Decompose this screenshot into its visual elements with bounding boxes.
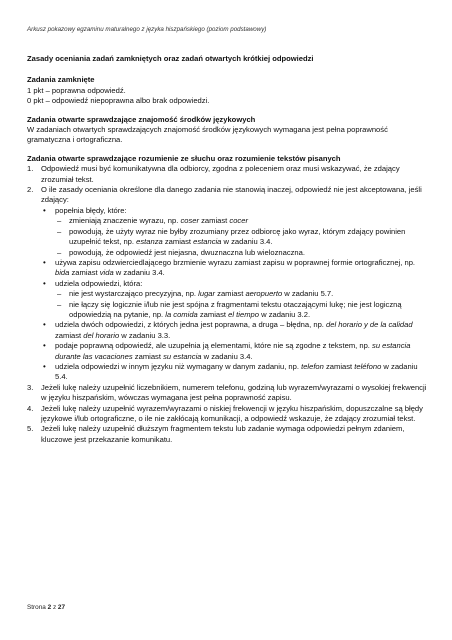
bullet-text	[55, 258, 427, 279]
list-number: 1.	[27, 164, 34, 174]
text-run: zmieniają znaczenie wyrazu, np.	[69, 216, 181, 226]
dash-text: powodują, że odpowiedź jest niejasna, dwuznaczna lub wieloznaczna.	[69, 247, 305, 257]
list-number: 2.	[27, 185, 34, 195]
list-text: Jeżeli lukę należy uzupełnić dłuższym fragmentem tekstu lub zadanie wymaga odpowiedzi pełnym zdaniem, kluczowe jest przekazanie komunikatu.	[41, 424, 405, 444]
bullet-text	[55, 341, 427, 362]
section-closed	[27, 75, 427, 106]
list-item	[27, 424, 427, 445]
dash-icon: –	[57, 289, 62, 299]
text-run: zamiast	[323, 361, 355, 371]
bullet-item	[43, 341, 427, 362]
text-run: w zadaniu 3.4.	[113, 268, 165, 278]
text-run: w zadaniu 3.2.	[258, 309, 311, 319]
text-run: udziela dwóch odpowiedzi, z których jedna jest poprawna, a druga – błędna, np.	[55, 320, 327, 330]
bullet-body	[55, 206, 427, 258]
text-run: nie łączy się logicznie i/lub nie jest spójna z fragmentami tekstu otaczającymi lukę; nie jest logiczną odpowiedzią na pytanie, np.	[69, 299, 402, 319]
bullet-text: popełnia błędy, które:	[55, 205, 127, 215]
section-heading: Zadania otwarte sprawdzające znajomość środków językowych	[27, 114, 256, 124]
text-run: zamiast	[197, 309, 229, 319]
footer-text: Strona	[27, 604, 48, 611]
dash-text	[69, 216, 427, 226]
text-run: używa zapisu odzwierciedlającego brzmienie wyrazu zamiast zapisu w poprawnej formie ortograficznej, np.	[55, 257, 416, 267]
list-text: Jeżeli lukę należy uzupełnić liczebnikiem, numerem telefonu, godziną lub wyrazem/wyrazami o wysokiej frekwencji w języku hiszpańskim, wówczas wymagana jest pełna poprawność zapisu.	[41, 382, 427, 403]
example-word: estancia	[193, 237, 222, 247]
bullet-text	[55, 362, 427, 383]
page-total: 27	[57, 604, 66, 611]
list-item	[27, 404, 427, 425]
dash-item	[57, 289, 427, 299]
text-run: w zadaniu 5.4.	[55, 361, 418, 382]
example-word: la comida	[165, 309, 198, 319]
example-word: vida	[99, 268, 114, 278]
text-run: zamiast	[55, 330, 84, 340]
page-header: Arkusz pokazowy egzaminu maturalnego z języka hiszpańskiego (poziom podstawowy)	[27, 26, 267, 33]
dash-item	[57, 300, 427, 321]
text-run: powodują, że użyty wyraz nie byłby zrozumiany przez odbiorcę jako wyraz, którym zdający powinien uzupełnić tekst, np.	[69, 226, 406, 247]
text-run: w zadaniu 3.4.	[221, 237, 273, 247]
list-number: 4.	[27, 403, 34, 413]
list-text: O ile zasady oceniania określone dla danego zadania nie stanowią inaczej, odpowiedź nie jest akceptowana, jeśli zdający:	[41, 185, 422, 205]
page-number: 2	[47, 604, 52, 611]
list-text: Jeżeli lukę należy uzupełnić wyrazem/wyrazami o niskiej frekwencji w języku hiszpańskim, dopuszczalne są błędy językowe i/lub ortograficzne, o ile nie zakłócają komunikacji, a odpowiedź wskazuje, że zdający zrozumiał tekst.	[41, 403, 423, 423]
example-word: estanza	[136, 237, 163, 247]
bullet-icon: •	[43, 341, 46, 351]
text-run: podaje poprawną odpowiedź, ale uzupełnia ją elementami, które nie są zgodne z tekstem, np.	[55, 341, 373, 351]
section-open-comprehension	[27, 154, 427, 445]
dash-text	[69, 300, 427, 321]
text-run: w zadaniu 3.3.	[119, 330, 171, 340]
bullet-body	[55, 279, 427, 321]
bullet-text: udziela odpowiedzi, która:	[55, 278, 143, 288]
example-word: su estancia	[163, 351, 202, 361]
list-item	[27, 383, 427, 404]
section-heading: Zadania otwarte sprawdzające rozumienie ze słuchu oraz rozumienie tekstów pisanych	[27, 153, 341, 163]
example-word: telefon	[301, 361, 324, 371]
page-content	[27, 54, 427, 445]
document-title: Zasady oceniania zadań zamkniętych oraz zadań otwartych krótkiej odpowiedzi	[27, 54, 314, 63]
text-run: zamiast	[199, 216, 230, 226]
text-run: zamiast	[69, 268, 100, 278]
text-run: w zadaniu 5.7.	[282, 289, 334, 299]
text-run: nie jest wystarczająco precyzyjna, np.	[69, 289, 199, 299]
page-footer	[27, 604, 65, 611]
example-word: del horario	[83, 330, 120, 340]
example-word: teléfono	[354, 361, 382, 371]
dash-text	[69, 227, 427, 248]
example-word: el tiempo	[228, 309, 259, 319]
bullet-item	[43, 320, 427, 341]
example-word: su estancia durante las vacaciones	[55, 341, 411, 361]
dash-icon: –	[57, 299, 62, 309]
section-open-language	[27, 115, 427, 146]
paragraph: W zadaniach otwartych sprawdzających znajomość środków językowych wymagana jest pełna poprawność gramatyczna i ortograficzna.	[27, 125, 388, 145]
bullet-icon: •	[43, 205, 46, 215]
text-run: zamiast	[132, 351, 164, 361]
example-word: aeropuerto	[245, 289, 283, 299]
list-text: Odpowiedź musi być komunikatywna dla odbiorcy, zgodna z poleceniem oraz musi wskazywać, że zdający zrozumiał tekst.	[41, 164, 400, 184]
section-heading: Zadania zamknięte	[27, 75, 95, 85]
bullet-item	[43, 279, 427, 321]
dash-icon: –	[57, 247, 62, 257]
list-item	[27, 185, 427, 383]
text-run: zamiast	[162, 237, 194, 247]
bullet-item	[43, 258, 427, 279]
bullet-item	[43, 206, 427, 258]
dash-icon: –	[57, 216, 62, 226]
dash-icon: –	[57, 226, 62, 236]
bullet-item	[43, 362, 427, 383]
bullet-icon: •	[43, 278, 46, 288]
bullet-icon: •	[43, 257, 46, 267]
text-line: 1 pkt – poprawna odpowiedź.	[27, 85, 126, 95]
text-run: w zadaniu 3.4.	[201, 351, 253, 361]
list-item	[27, 164, 427, 185]
example-word: lugar	[198, 289, 216, 299]
list-number: 5.	[27, 424, 34, 434]
dash-item	[57, 248, 427, 258]
dash-item	[57, 216, 427, 226]
example-word: bida	[55, 268, 70, 278]
bullet-icon: •	[43, 361, 46, 371]
example-word: del horario y de la calidad	[326, 320, 413, 330]
list-number: 3.	[27, 382, 34, 392]
text-run: zamiast	[215, 289, 246, 299]
example-word: cocer	[229, 216, 248, 226]
footer-text: z	[51, 604, 58, 611]
dash-text	[69, 289, 427, 299]
example-word: coser	[180, 216, 200, 226]
bullet-icon: •	[43, 320, 46, 330]
text-run: udziela odpowiedzi w innym języku niż wymagany w danym zadaniu, np.	[55, 361, 302, 371]
bullet-text	[55, 320, 427, 341]
dash-item	[57, 227, 427, 248]
list-body	[41, 185, 427, 383]
text-line: 0 pkt – odpowiedź niepoprawna albo brak odpowiedzi.	[27, 96, 210, 106]
